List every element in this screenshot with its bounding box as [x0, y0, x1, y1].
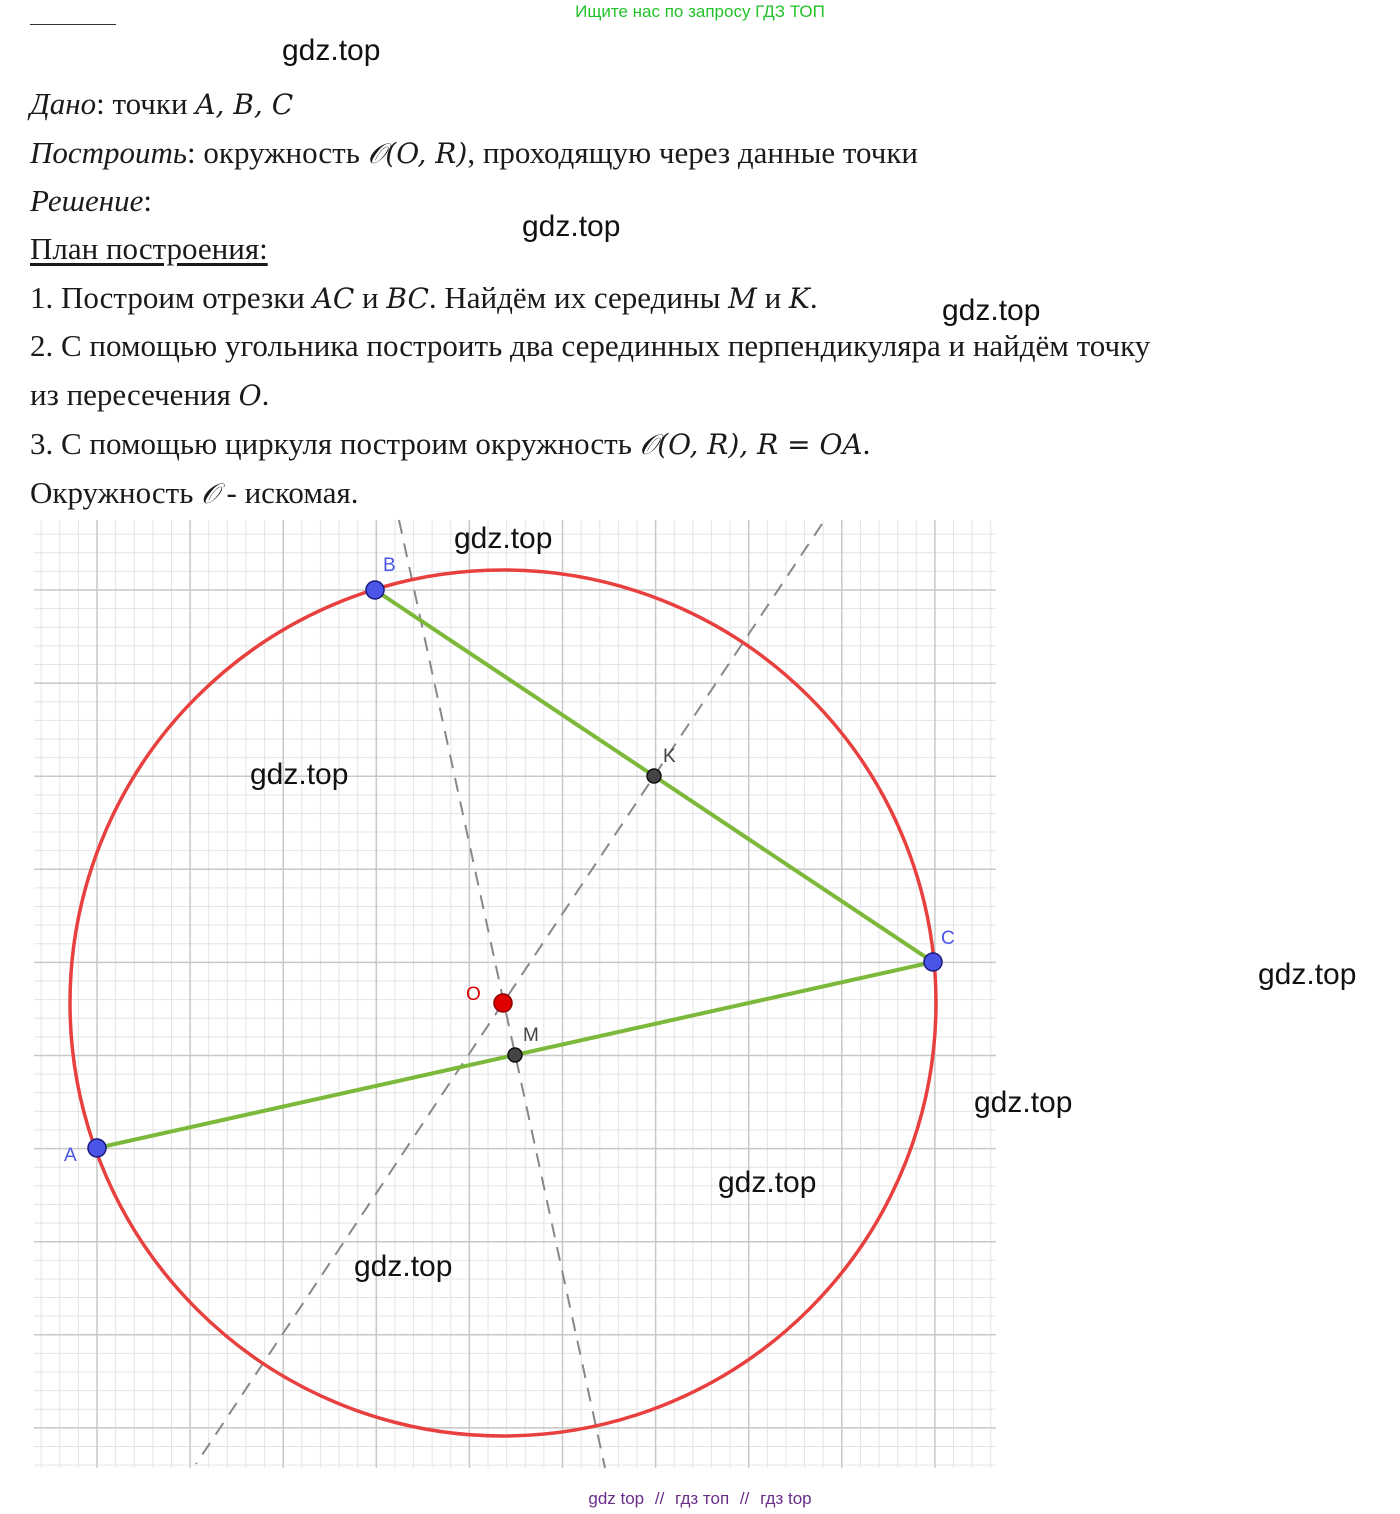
footer-links	[0, 1489, 1400, 1509]
label-o: O	[466, 984, 481, 1005]
solution-colon: :	[143, 183, 152, 218]
point-b[interactable]	[366, 581, 384, 599]
given-math: A, B, C	[195, 88, 294, 121]
step1-text-b: и	[354, 280, 387, 315]
construct-label: Построить	[30, 135, 188, 170]
step1-math-bc: BC	[386, 282, 429, 315]
construct-math: 𝒪(O, R)	[367, 137, 468, 170]
step2-text-b: .	[261, 377, 270, 412]
footer-separator-1: //	[654, 1489, 665, 1508]
given-label: Дано	[30, 86, 97, 121]
construct-rest: : окружность	[187, 135, 368, 170]
label-m: M	[523, 1025, 539, 1046]
step1-math-m: M	[728, 282, 757, 315]
label-a: A	[64, 1145, 77, 1166]
point-k[interactable]	[647, 769, 661, 783]
step1-text-d: и	[756, 280, 789, 315]
step2-math-o: O	[238, 379, 262, 412]
watermark-1: gdz.top	[282, 34, 381, 67]
watermark-3: gdz.top	[942, 294, 1041, 327]
step2-text-a: из пересечения	[30, 377, 239, 412]
header-banner[interactable]: Ищите нас по запросу ГДЗ ТОП	[575, 2, 825, 21]
point-o[interactable]	[494, 994, 512, 1012]
bisector-bc	[196, 524, 822, 1464]
construct-tail: , проходящую через данные точки	[467, 135, 918, 170]
conclusion-text-b: - искомая.	[218, 475, 359, 510]
watermark-6: gdz.top	[1258, 958, 1357, 991]
given-rest: : точки	[96, 86, 196, 121]
label-c: C	[941, 928, 955, 949]
step1-text-c: . Найдём их середины	[428, 280, 729, 315]
grid	[34, 520, 996, 1468]
perpendicular-bisectors	[196, 520, 822, 1468]
watermark-9: gdz.top	[354, 1250, 453, 1283]
watermark-5: gdz.top	[250, 758, 349, 791]
label-b: B	[383, 555, 396, 576]
step1-math-ac: AC	[312, 282, 355, 315]
label-k: K	[663, 746, 676, 767]
watermark-7: gdz.top	[974, 1086, 1073, 1119]
footer-separator-2: //	[739, 1489, 750, 1508]
solution-label: Решение	[30, 183, 144, 218]
watermark-2: gdz.top	[522, 210, 621, 243]
watermark-8: gdz.top	[718, 1166, 817, 1199]
step1-text-e: .	[809, 280, 818, 315]
footer-link-1[interactable]: gdz top	[588, 1489, 645, 1508]
conclusion-text-a: Окружность	[30, 475, 202, 510]
point-m[interactable]	[508, 1048, 522, 1062]
point-a[interactable]	[88, 1139, 106, 1157]
footer-link-3[interactable]: гдз top	[760, 1489, 812, 1508]
step3-text-a: 3. С помощью циркуля построим окружность	[30, 426, 640, 461]
watermark-4: gdz.top	[454, 522, 553, 555]
step1-math-k: K	[788, 282, 810, 315]
plan-title: План построения:	[30, 231, 268, 266]
step3-text-b: .	[862, 426, 871, 461]
step1-text-a: 1. Построим отрезки	[30, 280, 313, 315]
point-c[interactable]	[924, 953, 942, 971]
step3-math: 𝒪(O, R), R = OA	[639, 428, 863, 461]
footer-link-2[interactable]: гдз топ	[675, 1489, 730, 1508]
step-2-line-1: 2. С помощью угольника построить два серединных перпендикуляра и найдём точку	[30, 328, 1151, 363]
conclusion-math: 𝒪	[201, 477, 219, 510]
